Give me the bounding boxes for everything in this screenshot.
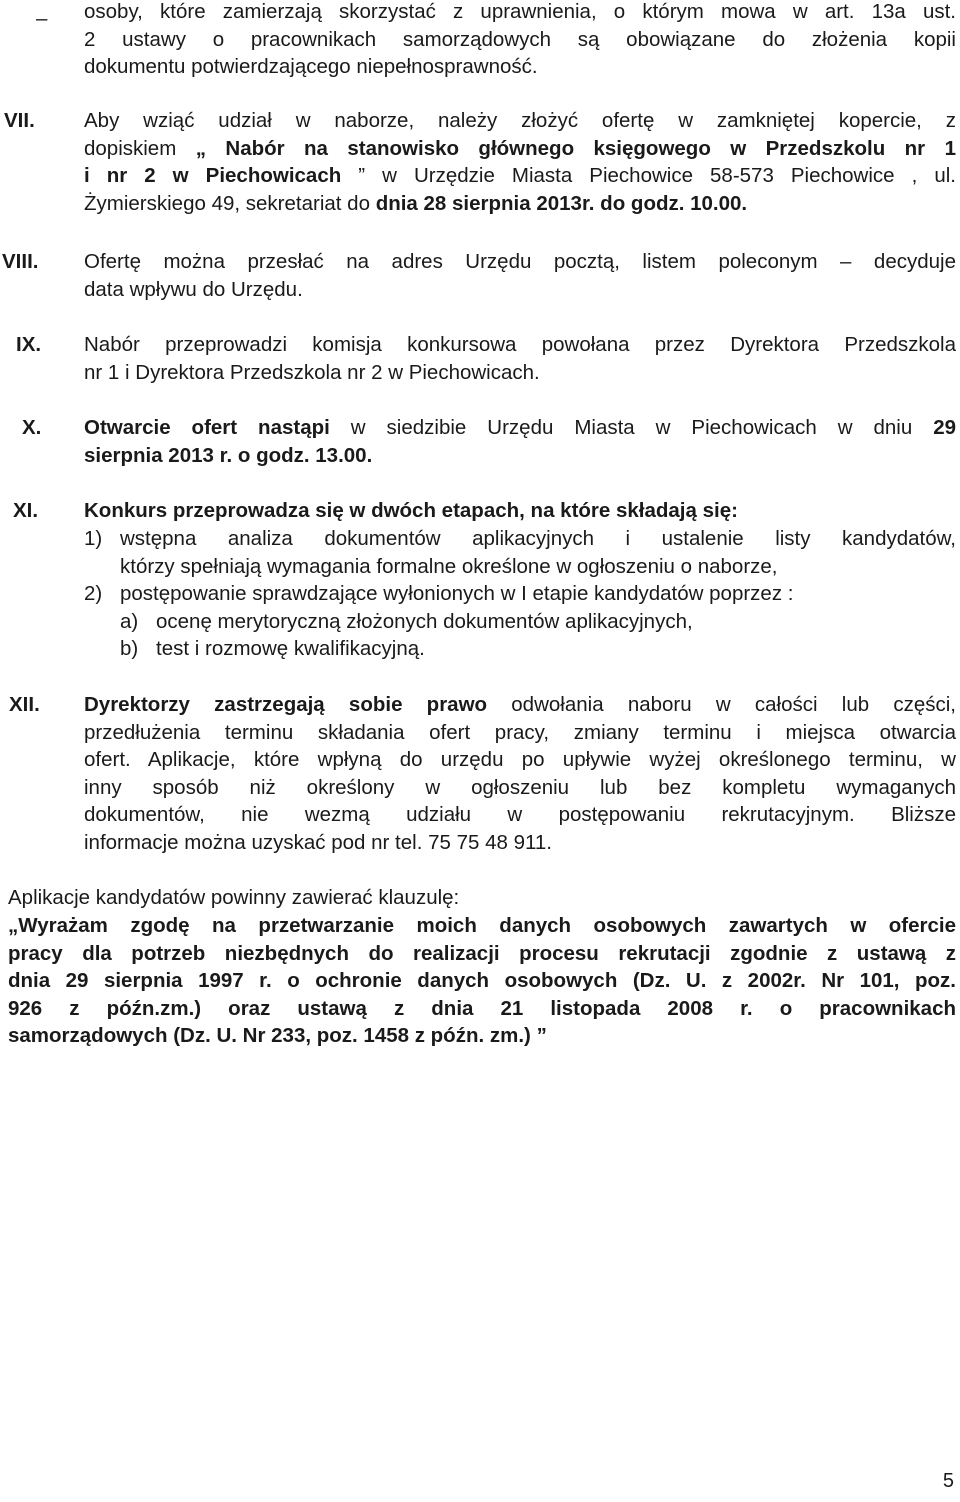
section-vii-text — [84, 107, 956, 217]
section-viii-text — [84, 248, 956, 303]
section-xii-line-2: przedłużenia terminu składania ofert pracy, zmiany terminu i miejsca otwarcia — [84, 720, 956, 744]
consent-clause — [8, 912, 956, 1050]
intro-paragraph — [0, 0, 960, 84]
section-viii-line-1: Ofertę można przesłać na adres Urzędu pocztą, listem poleconym – decyduje — [84, 250, 956, 273]
section-xi-sub-a-number: a) — [120, 610, 139, 633]
section-xi-item-1-line-2: którzy spełniają wymagania formalne określone w ogłoszeniu o naborze, — [120, 554, 778, 578]
section-xi-item-2-line-1: postępowanie sprawdzające wyłonionych w I etapie kandydatów poprzez : — [120, 582, 794, 605]
section-xi-heading-text: Konkurs przeprowadza się w dwóch etapach, na które składają się: — [84, 499, 738, 522]
section-x-line-1c: 29 — [933, 416, 957, 439]
section-xii-number: XII. — [9, 693, 40, 716]
section-xii-text — [84, 691, 956, 856]
intro-line-2: 2 ustawy o pracownikach samorządowych są obowiązane do złożenia kopii — [84, 27, 956, 51]
section-vii-number: VII. — [4, 109, 35, 132]
section-xi-item-1-number: 1) — [84, 527, 103, 550]
clause-line-5: samorządowych (Dz. U. Nr 233, poz. 1458 z późn. zm.) ” — [8, 1024, 547, 1047]
section-vii-line-4 — [84, 190, 956, 218]
section-ix-line-1: Nabór przeprowadzi komisja konkursowa powołana przez Dyrektora Przedszkola — [84, 333, 956, 356]
section-xi-item-2-number: 2) — [84, 582, 103, 605]
section-ix-number: IX. — [16, 333, 42, 356]
section-x-date: sierpnia 2013 r. o godz. 13.00. — [84, 443, 373, 467]
section-x-text — [84, 414, 956, 469]
section-xii-line-5: dokumentów, nie wezmą udziału w postępowaniu rekrutacyjnym. Bliższe — [84, 803, 956, 826]
bullet-dash: – — [36, 7, 48, 30]
section-xi-text — [84, 497, 956, 667]
section-viii-line-2: data wpływu do Urzędu. — [84, 277, 303, 301]
section-xi-sub-a: ocenę merytoryczną złożonych dokumentów aplikacyjnych, — [156, 610, 693, 633]
clause-line-4: 926 z późn.zm.) oraz ustawą z dnia 21 listopada 2008 r. o pracownikach — [8, 996, 956, 1020]
clause-intro: Aplikacje kandydatów powinny zawierać klauzulę: — [8, 886, 460, 909]
section-vii-line-3 — [84, 162, 956, 190]
section-vii-line-3a: i nr 2 w Piechowicach — [84, 164, 342, 187]
section-xi-item-1-line-1: wstępna analiza dokumentów aplikacyjnych i ustalenie listy kandydatów, — [120, 527, 956, 550]
section-xi-sub-b: test i rozmowę kwalifikacyjną. — [156, 637, 425, 660]
page-number: 5 — [942, 1470, 954, 1492]
section-xi-item-1 — [120, 525, 956, 580]
section-vii-line-3b: ” w Urzędzie Miasta Piechowice 58-573 Piechowice , ul. — [341, 164, 956, 187]
section-xi-item-2 — [120, 580, 956, 608]
section-viii-number: VIII. — [2, 250, 39, 273]
section-xii-line-1 — [84, 691, 956, 719]
clause-line-1: „Wyrażam zgodę na przetwarzanie moich danych osobowych zawartych w ofercie — [8, 914, 956, 937]
section-x-line-2 — [84, 442, 956, 470]
section-xii-line-1a: Dyrektorzy zastrzegają sobie prawo — [84, 693, 488, 716]
section-xi-number: XI. — [13, 499, 39, 522]
section-x-line-1a: Otwarcie ofert nastąpi — [84, 416, 330, 439]
section-ix-text — [84, 331, 956, 386]
intro-line-3: dokumentu potwierdzającego niepełnosprawność. — [84, 55, 538, 78]
intro-text — [84, 0, 956, 81]
section-vii-deadline: dnia 28 sierpnia 2013r. do godz. 10.00. — [375, 191, 748, 215]
section-xi-sub-b-number: b) — [120, 637, 139, 660]
section-xi-heading — [84, 497, 956, 525]
section-xii-line-3: ofert. Aplikacje, które wpłyną do urzędu po upływie wyżej określonego terminu, w — [84, 748, 956, 771]
section-vii-line-1: Aby wziąć udział w naborze, należy złożyć ofertę w zamkniętej kopercie, z — [84, 109, 956, 132]
clause-line-3: dnia 29 sierpnia 1997 r. o ochronie danych osobowych (Dz. U. z 2002r. Nr 101, poz. — [8, 969, 956, 992]
section-xii-line-6: informacje można uzyskać pod nr tel. 75 75 48 911. — [84, 830, 552, 854]
section-x-line-1 — [84, 414, 956, 442]
section-ix-line-2: nr 1 i Dyrektora Przedszkola nr 2 w Piechowicach. — [84, 360, 540, 384]
section-vii-line-2b: „ Nabór na stanowisko głównego księgowego w Przedszkolu nr 1 — [195, 136, 956, 160]
section-xii-line-1b: odwołania naboru w całości lub części, — [487, 693, 956, 716]
section-vii-line-2 — [84, 135, 956, 163]
intro-line-1: osoby, które zamierzają skorzystać z uprawnienia, o którym mowa w art. 13a ust. — [84, 0, 956, 23]
section-x-line-1b: w siedzibie Urzędu Miasta w Piechowicach w dniu — [329, 416, 934, 439]
section-x-number: X. — [22, 416, 42, 439]
section-xii-line-4: inny sposób niż określony w ogłoszeniu lub bez kompletu wymaganych — [84, 775, 956, 799]
clause-line-2: pracy dla potrzeb niezbędnych do realizacji procesu rekrutacji zgodnie z ustawą z — [8, 941, 956, 965]
section-vii-line-2a: dopiskiem — [84, 136, 196, 160]
section-vii-line-4a: Żymierskiego 49, sekretariat do — [84, 191, 376, 215]
